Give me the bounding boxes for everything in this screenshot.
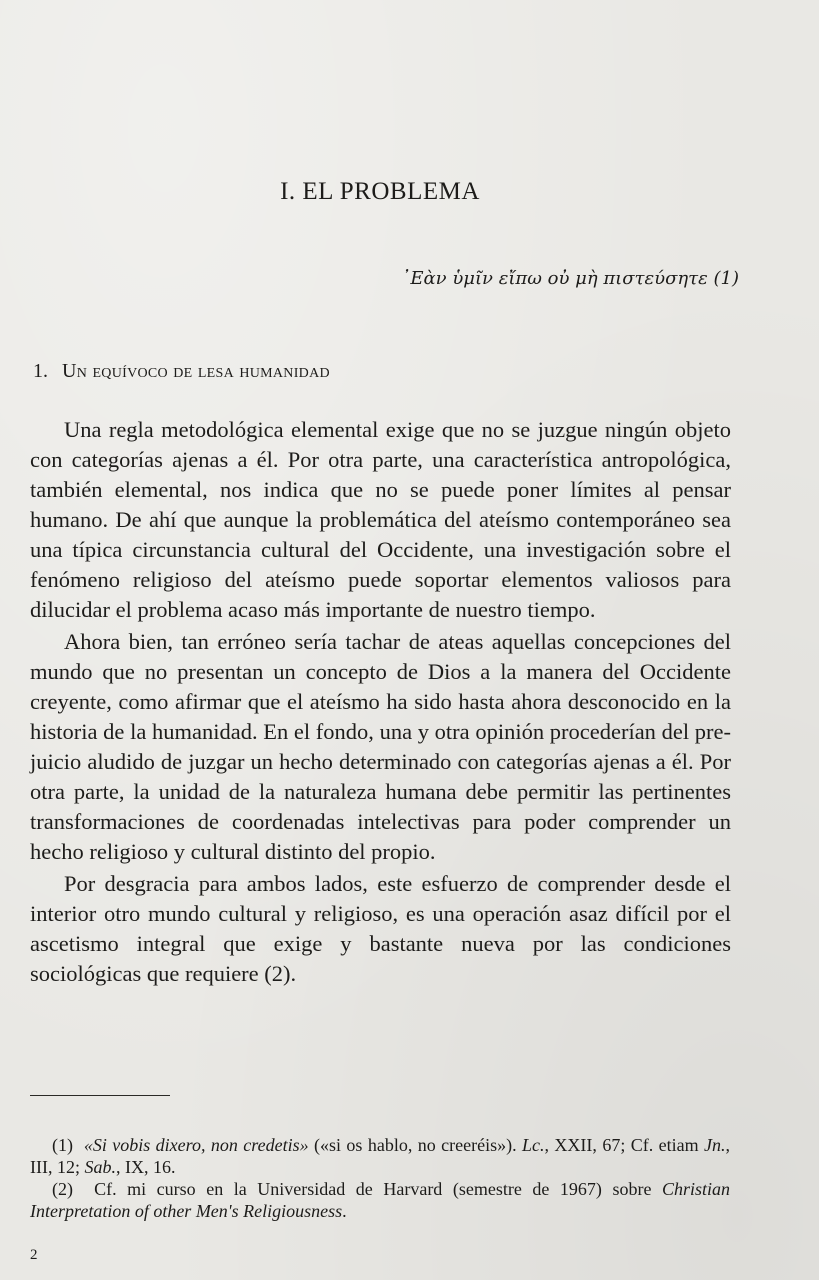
ref-luke-detail: , XXII, 67; Cf. etiam: [544, 1135, 705, 1155]
footnotes: [30, 1134, 730, 1222]
footnote-end: .: [342, 1201, 347, 1221]
footnote-translation: («si os hablo, no creeréis»).: [314, 1135, 517, 1155]
ref-luke: Lc.: [522, 1135, 545, 1155]
footnote-book-title: Christian Interpretation of other Men's Religiousness: [30, 1179, 731, 1221]
page-number: 2: [30, 1247, 38, 1263]
paragraph: Ahora bien, tan erróneo sería tachar de ateas aquellas concepciones del mundo que no presentan un concepto de Dios a la manera del Occidente creyente, como afirmar que el ateísmo ha sido hasta ahora desconocido en la historia de la humanidad. En el fondo, una y otra opinión procederían del prejuicio aludido de juzgar un hecho determinado con categorías ajenas a él. Por otra parte, la unidad de la naturaleza humana debe permitir las pertinentes transformaciones de coordenadas intelectivas para poder comprender un hecho religioso y cultural distinto del propio.: [30, 629, 731, 864]
ref-wisdom-detail: , IX, 16.: [115, 1157, 176, 1177]
greek-epigraph: ᾿Εὰν ὑμῖν εἴπω οὐ μὴ πιστεύσητε (1): [401, 268, 739, 289]
paragraph: Por desgracia para ambos lados, este esfuerzo de comprender desde el interior otro mundo cultural y religioso, es una operación asaz difícil por el ascetismo integral que exige y bastante nueva por las condiciones sociológicas que requiere (2).: [30, 871, 731, 986]
ref-john: Jn.: [704, 1135, 726, 1155]
ref-wisdom: Sab.: [84, 1157, 116, 1177]
section-title: Un equívoco de lesa humanidad: [62, 360, 330, 382]
footnote-marker: (2): [52, 1179, 73, 1199]
footnote-1: [30, 1134, 730, 1178]
body-text: [30, 415, 731, 989]
ref-john-detail: , III, 12;: [30, 1135, 731, 1177]
section-heading: [33, 360, 330, 383]
footnote-marker: (1): [52, 1135, 73, 1155]
footnote-divider: [30, 1095, 170, 1096]
footnote-2: [30, 1178, 730, 1222]
footnote-latin-quote: «Si vobis dixero, non credetis»: [83, 1135, 309, 1155]
chapter-title: I. EL PROBLEMA: [280, 178, 480, 205]
footnote-text: Cf. mi curso en la Universidad de Harvard (semestre de 1967) sobre: [94, 1179, 662, 1199]
section-number: 1.: [33, 360, 48, 382]
paragraph: Una regla metodológica elemental exige que no se juzgue ningún objeto con categorías ajenas a él. Por otra parte, una característica antropológica, también elemental, nos indica que no se puede poner límites al pensar humano. De ahí que aunque la problemática del ateísmo contemporáneo sea una típica circunstancia cultural del Occidente, una investigación sobre el fenómeno religioso del ateísmo puede soportar elementos valiosos para dilucidar el problema acaso más importante de nuestro tiempo.: [30, 417, 731, 622]
